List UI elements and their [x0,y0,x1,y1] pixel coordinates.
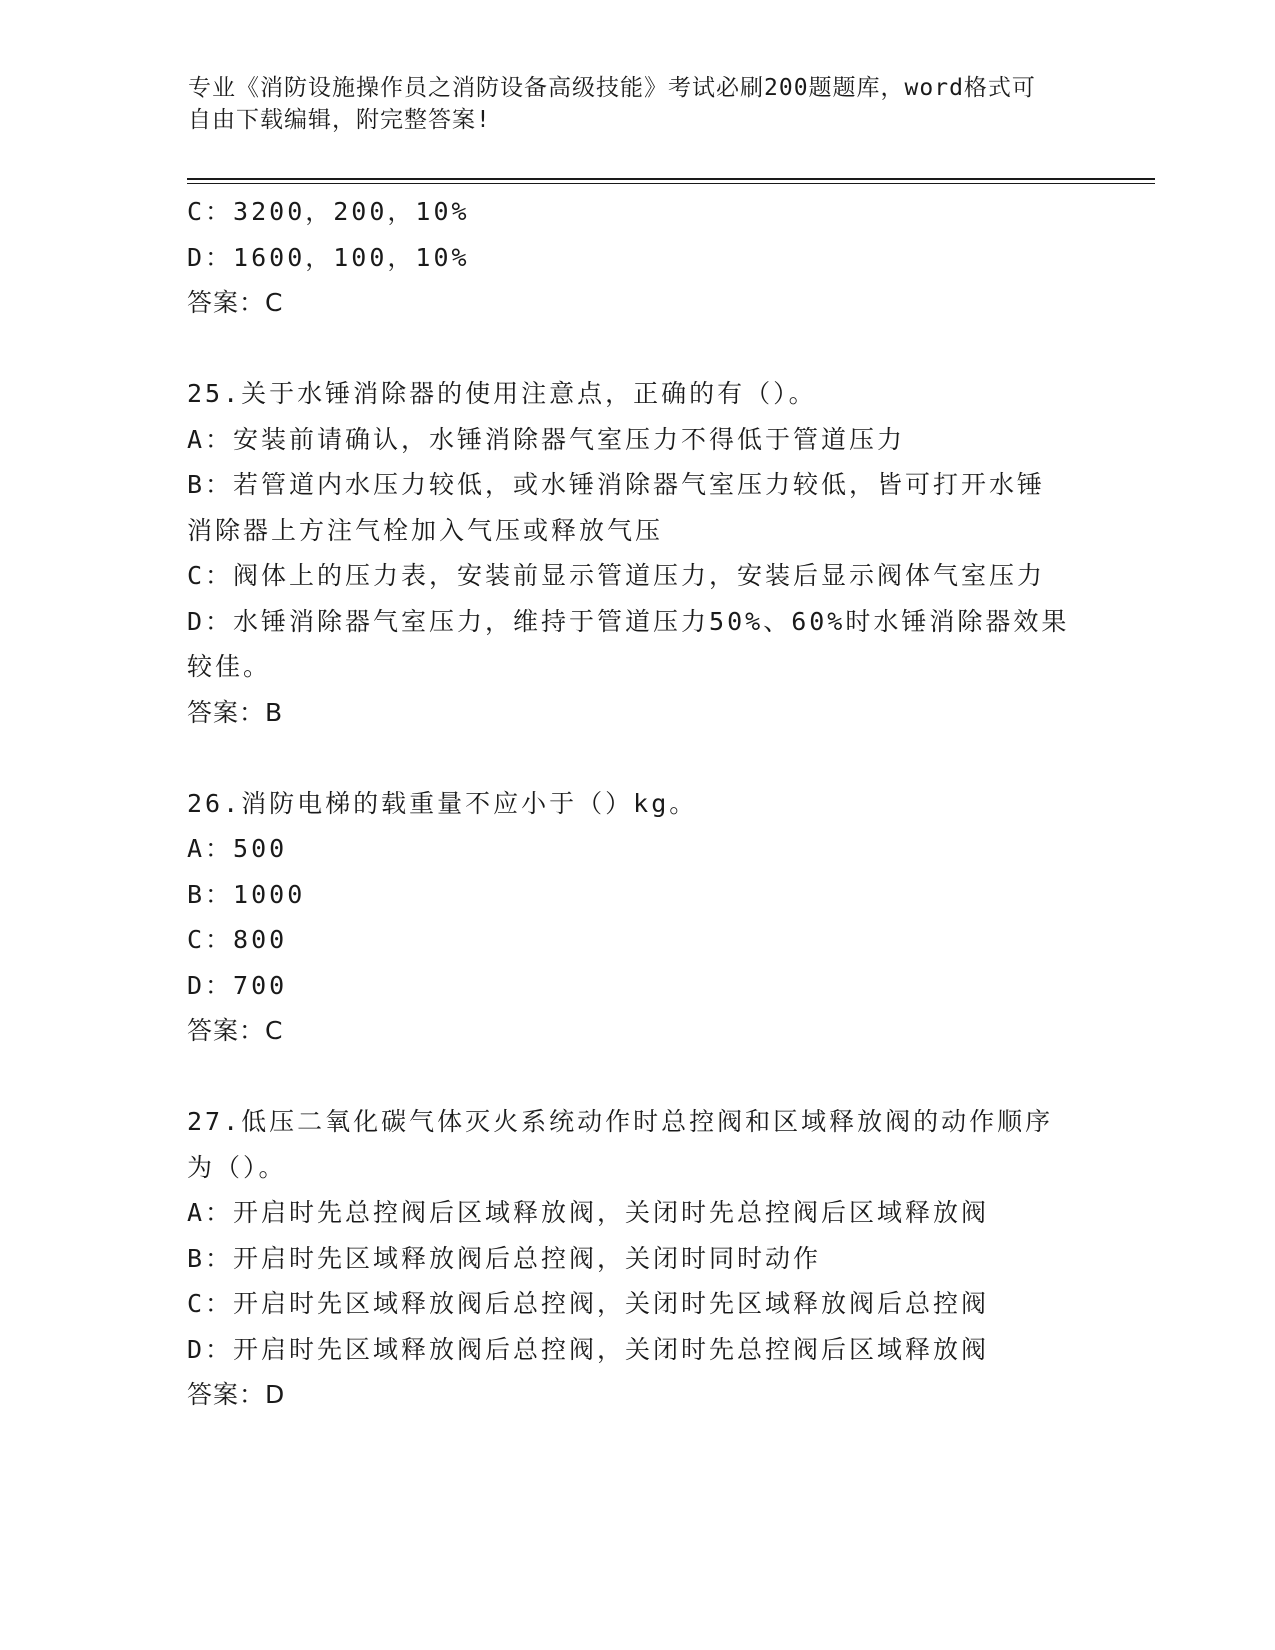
option-b: B：1000 [187,879,306,909]
option-a: A：安装前请确认，水锤消除器气室压力不得低于管道压力 [187,424,906,454]
option-d: D：1600，100，10% [187,242,470,272]
question-27 [187,1099,1087,1418]
question-stem: 27.低压二氧化碳气体灭火系统动作时总控阀和区域释放阀的动作顺序 [187,1107,1054,1136]
answer-line: 答案：B [187,697,284,727]
option-b-continued: 消除器上方注气栓加入气压或释放气压 [187,515,664,545]
answer-line: 答案：D [187,1380,286,1409]
header-title-line-1: 专业《消防设施操作员之消防设备高级技能》考试必刷200题题库，word格式可 [188,75,1036,101]
option-c: C：3200，200，10% [187,197,470,226]
header-divider-thin [187,183,1155,184]
option-d-continued: 较佳。 [187,652,272,681]
answer-line: 答案：C [187,288,284,317]
question-stem: 25.关于水锤消除器的使用注意点，正确的有（）。 [187,379,817,408]
option-a: A：500 [187,834,288,863]
option-b: B：开启时先区域释放阀后总控阀，关闭时同时动作 [187,1243,822,1273]
question-stem-continued: 为（）。 [187,1152,287,1182]
option-c: C：开启时先区域释放阀后总控阀，关闭时先区域释放阀后总控阀 [187,1289,990,1318]
option-a: A：开启时先总控阀后区域释放阀，关闭时先总控阀后区域释放阀 [187,1198,990,1227]
option-d: D：700 [187,970,288,1000]
spacer [187,326,1087,372]
question-stem: 26.消防电梯的载重量不应小于（）kg。 [187,788,698,818]
question-list [187,189,1087,1418]
header-title-line-2: 自由下载编辑，附完整答案! [188,107,491,133]
document-header [188,72,1068,136]
option-c: C：阀体上的压力表，安装前显示管道压力，安装后显示阀体气室压力 [187,561,1046,590]
option-d: D：水锤消除器气室压力，维持于管道压力50%、60%时水锤消除器效果 [187,606,1070,636]
spacer [187,1054,1087,1100]
question-26 [187,781,1087,1054]
spacer [187,735,1087,781]
option-c: C：800 [187,925,288,954]
option-b: B：若管道内水压力较低，或水锤消除器气室压力较低，皆可打开水锤 [187,470,1046,499]
option-d: D：开启时先区域释放阀后总控阀，关闭时先总控阀后区域释放阀 [187,1334,990,1364]
question-25 [187,371,1087,735]
question-24-tail [187,189,1087,326]
header-divider-thick [187,178,1155,180]
answer-line: 答案：C [187,1016,284,1045]
